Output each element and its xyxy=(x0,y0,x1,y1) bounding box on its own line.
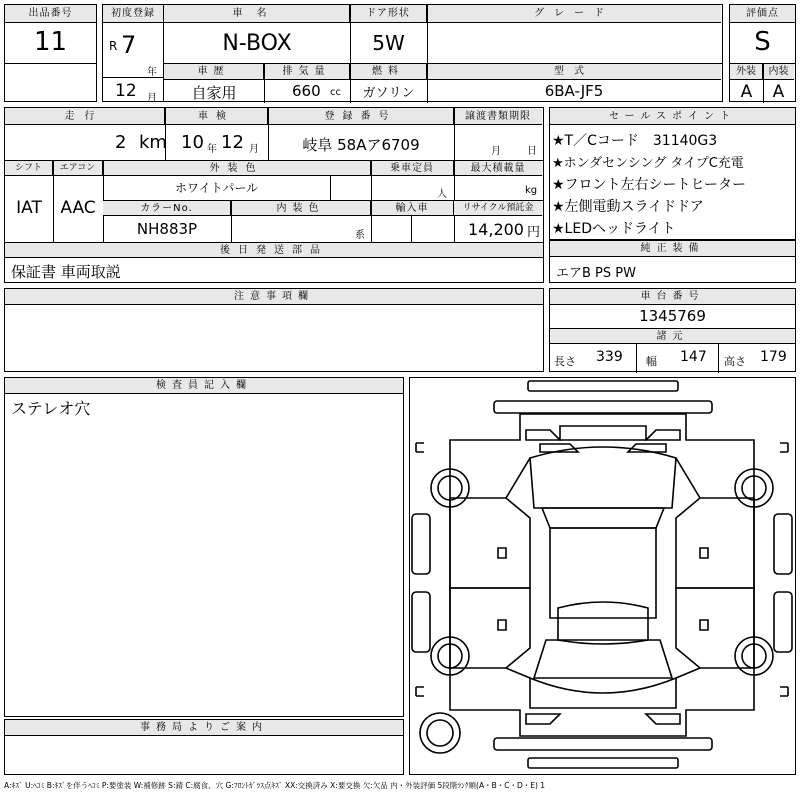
max-load-label: 最大積載量 xyxy=(454,161,542,176)
registration-year-unit: 年 xyxy=(147,67,157,78)
sales-point-4: ★左側電動スライドドア xyxy=(552,199,704,215)
registration-month-unit: 月 xyxy=(147,93,157,104)
capacity-label: 乗車定員 xyxy=(371,161,454,176)
sales-points-label: セールスポイント xyxy=(550,108,795,125)
notes-box xyxy=(4,288,544,372)
lot-number-value: 11 xyxy=(33,27,68,57)
ac-label: エアコン xyxy=(53,161,103,176)
fuel-value: ガソリン xyxy=(362,86,415,101)
color-no-value: NH883P xyxy=(136,220,198,238)
interior-label: 内装 xyxy=(763,64,794,80)
later-parts-label: 後日発送部品 xyxy=(5,243,543,258)
sales-point-1: ★T／Cコード 31140G3 xyxy=(552,133,718,149)
inspector-value: ステレオ穴 xyxy=(11,399,91,418)
height-label: 高さ xyxy=(724,355,746,368)
recycle-unit: 円 xyxy=(527,225,541,240)
inspector-label: 検査員記入欄 xyxy=(5,378,403,394)
car-diagram xyxy=(410,378,794,773)
exterior-value: A xyxy=(740,82,753,102)
grade-label: グレード xyxy=(427,5,721,23)
exterior-label: 外装 xyxy=(730,64,763,80)
model-value: 6BA-JF5 xyxy=(544,82,604,100)
model-label: 型式 xyxy=(427,64,721,80)
lot-number-label: 出品番号 xyxy=(5,5,96,23)
transfer-month-unit: 月 xyxy=(491,146,501,157)
ext-color-label: 外装色 xyxy=(103,161,371,176)
score-box xyxy=(729,4,796,102)
recycle-label: リサイクル預託金 xyxy=(454,201,542,216)
transfer-day-unit: 日 xyxy=(527,146,537,157)
mileage-value: 2 xyxy=(115,132,127,153)
inspection-month-unit: 月 xyxy=(249,144,259,155)
equipment-label: 純正装備 xyxy=(550,241,795,257)
import-label: 輸入車 xyxy=(371,201,454,216)
shift-value: IAT xyxy=(16,198,42,218)
transfer-deadline-label: 譲渡書類期限 xyxy=(454,108,542,125)
sales-point-2: ★ホンダセンシング タイプC充電 xyxy=(552,156,744,171)
score-value: S xyxy=(754,27,771,57)
door-value: 5W xyxy=(372,31,405,55)
reg-number-label: 登録番号 xyxy=(268,108,454,125)
notes-label: 注意事項欄 xyxy=(5,289,543,305)
car-name-value: N-BOX xyxy=(222,31,292,56)
int-color-unit: 系 xyxy=(355,230,365,241)
details-box xyxy=(4,107,544,283)
car-diagram-box xyxy=(409,377,796,775)
equipment-value: エアB PS PW xyxy=(556,266,636,281)
fuel-label: 燃料 xyxy=(350,64,427,80)
ext-color-value: ホワイトパール xyxy=(175,181,259,195)
inspection-year: 10 xyxy=(181,132,204,153)
era-mark: R xyxy=(109,39,118,53)
ac-value: AAC xyxy=(60,198,96,218)
sales-point-3: ★フロント左右シートヒーター xyxy=(552,177,746,193)
int-color-label: 内装色 xyxy=(231,201,371,216)
recycle-value: 14,200 xyxy=(468,220,524,239)
chassis-box xyxy=(549,288,796,372)
first-registration-box xyxy=(102,4,164,102)
interior-value: A xyxy=(772,82,785,102)
dimensions-label: 諸元 xyxy=(550,329,795,344)
mileage-unit: km xyxy=(139,132,167,153)
equipment-box xyxy=(549,240,796,283)
damage-legend: A:ｷｽﾞ U:ﾍｺﾐ B:ｷｽﾞを伴うﾍｺﾐ P:要塗装 W:補修跡 S:錆 C:腐食、穴 G:ﾌﾛﾝﾄｶﾞﾗｽ点ｷｽﾞ XX:交換済み X:要交換 欠:欠品 内・外装評価 5段階ﾗﾝｸ順(A・B・C・D・E) 1 xyxy=(4,781,546,790)
inspector-box xyxy=(4,377,404,717)
height-value: 179 xyxy=(760,349,787,365)
color-no-label: カラーNo. xyxy=(103,201,231,216)
door-label: ドア形状 xyxy=(350,5,427,23)
inspection-year-unit: 年 xyxy=(207,144,217,155)
office-box xyxy=(4,719,404,775)
history-label: 車歴 xyxy=(164,64,264,80)
inspection-month: 12 xyxy=(221,132,244,153)
history-value: 自家用 xyxy=(191,84,237,102)
displacement-value: 660 xyxy=(292,82,321,100)
lot-number-box xyxy=(4,4,97,102)
length-value: 339 xyxy=(596,349,623,365)
sales-point-5: ★LEDヘッドライト xyxy=(552,221,676,237)
shift-label: シフト xyxy=(5,161,53,176)
length-label: 長さ xyxy=(554,355,576,368)
vehicle-info-box xyxy=(163,4,723,102)
first-registration-label: 初度登録 xyxy=(103,5,163,23)
chassis-label: 車台番号 xyxy=(550,289,795,305)
width-value: 147 xyxy=(680,349,707,365)
reg-number-value: 岐阜 58Aア6709 xyxy=(302,136,420,154)
chassis-value: 1345769 xyxy=(639,307,706,325)
sales-points-box xyxy=(549,107,796,240)
registration-year: 7 xyxy=(121,31,137,59)
capacity-unit: 人 xyxy=(437,189,447,200)
registration-month: 12 xyxy=(115,81,137,101)
mileage-label: 走行 xyxy=(5,108,165,125)
office-label: 事務局よりご案内 xyxy=(5,720,403,736)
later-parts-value: 保証書 車両取説 xyxy=(11,263,121,281)
displacement-unit: cc xyxy=(330,87,341,98)
inspection-label: 車検 xyxy=(165,108,268,125)
score-label: 評価点 xyxy=(730,5,795,23)
width-label: 幅 xyxy=(646,355,657,368)
car-name-label: 車名 xyxy=(164,5,350,23)
displacement-label: 排気量 xyxy=(264,64,350,80)
max-load-unit: kg xyxy=(525,185,538,196)
